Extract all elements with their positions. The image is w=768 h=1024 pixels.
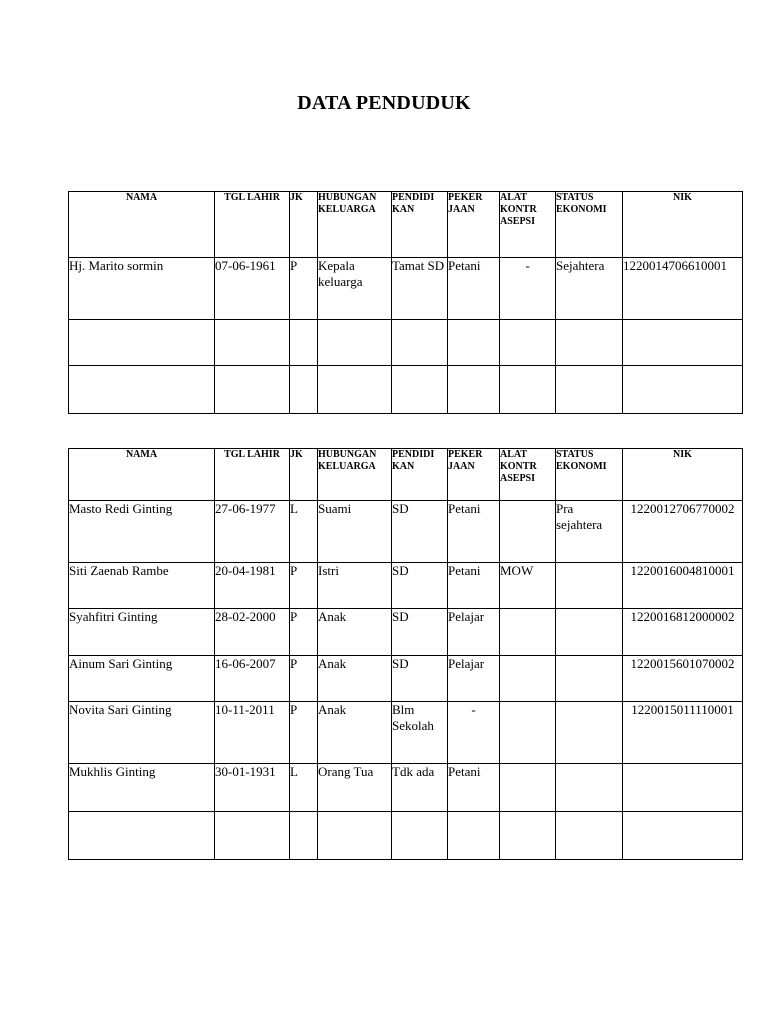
cell-nama <box>69 812 215 860</box>
cell-alat-kontrasepsi <box>500 366 556 414</box>
cell-jk: L <box>290 764 318 812</box>
header-jk: JK <box>290 449 318 501</box>
cell-alat-kontrasepsi: MOW <box>500 563 556 609</box>
cell-pendidikan: SD <box>392 501 448 563</box>
cell-nik <box>623 764 743 812</box>
cell-alat-kontrasepsi <box>500 656 556 702</box>
cell-nik <box>623 812 743 860</box>
cell-pendidikan <box>392 812 448 860</box>
header-pekerjaan: PEKER JAAN <box>448 449 500 501</box>
cell-pekerjaan <box>448 366 500 414</box>
cell-hubungan <box>318 366 392 414</box>
table-row <box>69 563 743 609</box>
table-row <box>69 320 743 366</box>
cell-jk <box>290 320 318 366</box>
cell-pekerjaan: Petani <box>448 258 500 320</box>
cell-tgl-lahir: 20-04-1981 <box>215 563 290 609</box>
cell-alat-kontrasepsi <box>500 609 556 656</box>
table-row <box>69 501 743 563</box>
cell-status-ekonomi <box>556 366 623 414</box>
cell-pendidikan: Tdk ada <box>392 764 448 812</box>
header-pendidikan: PENDIDI KAN <box>392 192 448 258</box>
cell-tgl-lahir: 10-11-2011 <box>215 702 290 764</box>
header-row <box>69 449 743 501</box>
cell-jk: L <box>290 501 318 563</box>
table-row <box>69 702 743 764</box>
cell-jk: P <box>290 563 318 609</box>
cell-nik: 1220012706770002 <box>623 501 743 563</box>
cell-tgl-lahir: 30-01-1931 <box>215 764 290 812</box>
cell-tgl-lahir: 27-06-1977 <box>215 501 290 563</box>
page-title: DATA PENDUDUK <box>297 92 471 114</box>
cell-nama <box>69 366 215 414</box>
table-row <box>69 764 743 812</box>
cell-alat-kontrasepsi <box>500 764 556 812</box>
cell-hubungan: Kepala keluarga <box>318 258 392 320</box>
cell-pendidikan: SD <box>392 563 448 609</box>
header-status-ekonomi: STATUS EKONOMI <box>556 192 623 258</box>
cell-pekerjaan <box>448 812 500 860</box>
cell-status-ekonomi <box>556 702 623 764</box>
cell-pekerjaan: Petani <box>448 501 500 563</box>
header-row <box>69 192 743 258</box>
cell-nama: Hj. Marito sormin <box>69 258 215 320</box>
table-row <box>69 366 743 414</box>
cell-pekerjaan: Petani <box>448 563 500 609</box>
cell-nama: Novita Sari Ginting <box>69 702 215 764</box>
cell-jk: P <box>290 656 318 702</box>
header-alat-kontrasepsi: ALAT KONTR ASEPSI <box>500 449 556 501</box>
header-pendidikan: PENDIDI KAN <box>392 449 448 501</box>
header-nama: NAMA <box>69 192 215 258</box>
header-nama: NAMA <box>69 449 215 501</box>
cell-tgl-lahir: 07-06-1961 <box>215 258 290 320</box>
cell-alat-kontrasepsi <box>500 702 556 764</box>
cell-nama: Syahfitri Ginting <box>69 609 215 656</box>
cell-nik: 1220015011110001 <box>623 702 743 764</box>
cell-nama: Masto Redi Ginting <box>69 501 215 563</box>
cell-status-ekonomi: Sejahtera <box>556 258 623 320</box>
table-row <box>69 656 743 702</box>
family-table-1 <box>68 191 743 414</box>
cell-pekerjaan: - <box>448 702 500 764</box>
cell-status-ekonomi <box>556 812 623 860</box>
cell-pendidikan: SD <box>392 656 448 702</box>
cell-tgl-lahir <box>215 320 290 366</box>
cell-status-ekonomi: Pra sejahtera <box>556 501 623 563</box>
table-row <box>69 812 743 860</box>
cell-alat-kontrasepsi <box>500 320 556 366</box>
cell-pendidikan <box>392 320 448 366</box>
cell-hubungan: Suami <box>318 501 392 563</box>
cell-nik: 1220016812000002 <box>623 609 743 656</box>
cell-tgl-lahir: 16-06-2007 <box>215 656 290 702</box>
cell-pekerjaan: Pelajar <box>448 656 500 702</box>
cell-status-ekonomi <box>556 563 623 609</box>
header-jk: JK <box>290 192 318 258</box>
table-row <box>69 258 743 320</box>
table-row <box>69 609 743 656</box>
header-nik: NIK <box>623 192 743 258</box>
header-hubungan: HUBUNGAN KELUARGA <box>318 192 392 258</box>
cell-nik <box>623 366 743 414</box>
cell-pendidikan <box>392 366 448 414</box>
cell-hubungan: Anak <box>318 656 392 702</box>
cell-pendidikan: SD <box>392 609 448 656</box>
header-tgl-lahir: TGL LAHIR <box>215 449 290 501</box>
header-alat-kontrasepsi: ALAT KONTR ASEPSI <box>500 192 556 258</box>
cell-tgl-lahir: 28-02-2000 <box>215 609 290 656</box>
cell-nama: Ainum Sari Ginting <box>69 656 215 702</box>
cell-nama: Siti Zaenab Rambe <box>69 563 215 609</box>
cell-nik: 1220015601070002 <box>623 656 743 702</box>
cell-status-ekonomi <box>556 320 623 366</box>
cell-pendidikan: Blm Sekolah <box>392 702 448 764</box>
cell-alat-kontrasepsi: - <box>500 258 556 320</box>
header-pekerjaan: PEKER JAAN <box>448 192 500 258</box>
header-status-ekonomi: STATUS EKONOMI <box>556 449 623 501</box>
cell-jk: P <box>290 609 318 656</box>
header-hubungan: HUBUNGAN KELUARGA <box>318 449 392 501</box>
cell-jk <box>290 812 318 860</box>
cell-nik: 1220016004810001 <box>623 563 743 609</box>
cell-jk: P <box>290 702 318 764</box>
cell-tgl-lahir <box>215 812 290 860</box>
family-table-2 <box>68 448 743 860</box>
cell-jk: P <box>290 258 318 320</box>
cell-pekerjaan: Pelajar <box>448 609 500 656</box>
cell-hubungan: Anak <box>318 609 392 656</box>
cell-pekerjaan: Petani <box>448 764 500 812</box>
cell-tgl-lahir <box>215 366 290 414</box>
cell-status-ekonomi <box>556 656 623 702</box>
cell-status-ekonomi <box>556 764 623 812</box>
cell-hubungan: Orang Tua <box>318 764 392 812</box>
cell-hubungan <box>318 320 392 366</box>
header-nik: NIK <box>623 449 743 501</box>
cell-nama: Mukhlis Ginting <box>69 764 215 812</box>
cell-hubungan: Istri <box>318 563 392 609</box>
cell-hubungan: Anak <box>318 702 392 764</box>
cell-alat-kontrasepsi <box>500 501 556 563</box>
cell-nik <box>623 320 743 366</box>
cell-pekerjaan <box>448 320 500 366</box>
cell-nama <box>69 320 215 366</box>
header-tgl-lahir: TGL LAHIR <box>215 192 290 258</box>
cell-alat-kontrasepsi <box>500 812 556 860</box>
cell-status-ekonomi <box>556 609 623 656</box>
cell-hubungan <box>318 812 392 860</box>
cell-jk <box>290 366 318 414</box>
cell-pendidikan: Tamat SD <box>392 258 448 320</box>
cell-nik: 1220014706610001 <box>623 258 743 320</box>
